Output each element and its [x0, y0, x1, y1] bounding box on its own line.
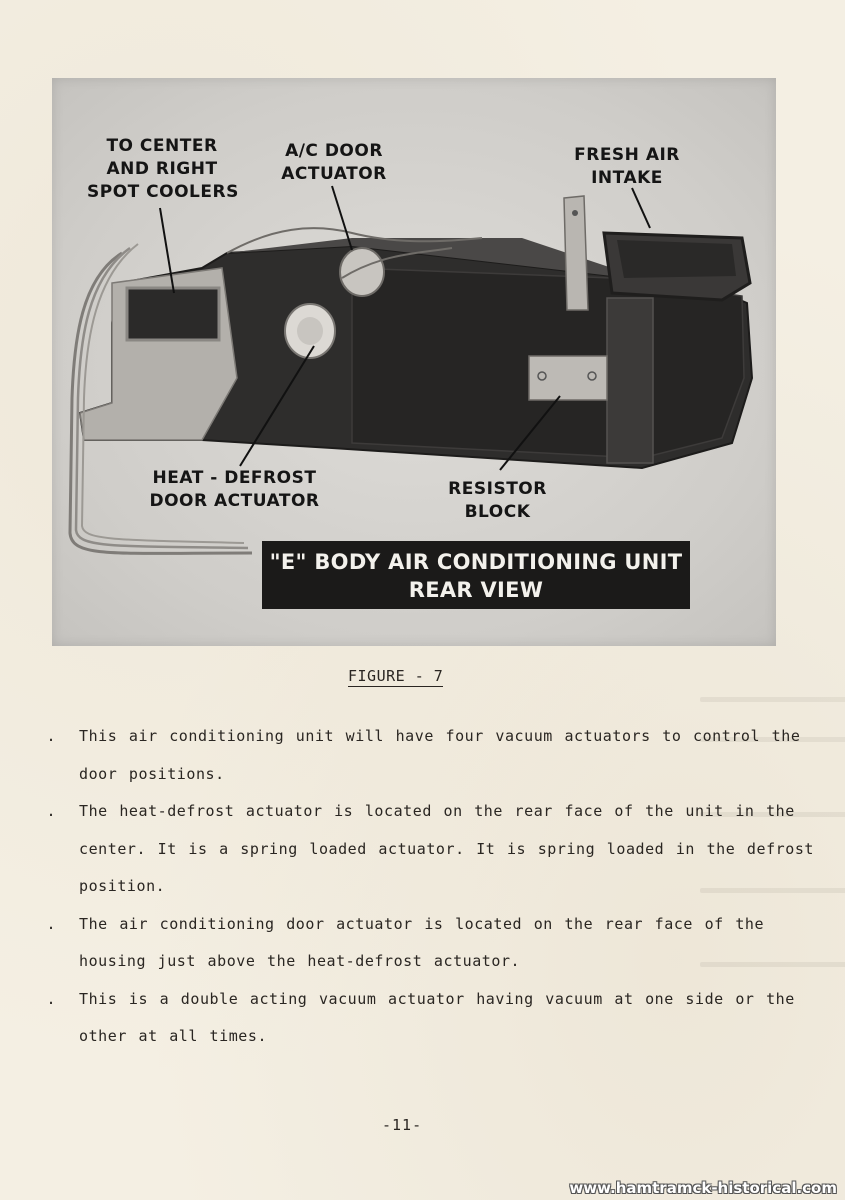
- bullet-list: [44, 718, 814, 1056]
- page-number: -11-: [382, 1116, 423, 1134]
- callout-fresh-air-intake: FRESH AIR INTAKE: [574, 145, 680, 188]
- bullet-marker: .: [46, 802, 56, 820]
- bullet-item: [44, 793, 814, 906]
- figure-caption: FIGURE - 7: [348, 667, 444, 685]
- bullet-text: The air conditioning door actuator is located on the rear face of the housing just above the heat-defrost actuator.: [79, 914, 765, 970]
- bullet-text: This air conditioning unit will have four vacuum actuators to control the door positions.: [79, 727, 801, 783]
- callout-ac-door-actuator: A/C DOOR ACTUATOR: [281, 141, 387, 184]
- figure-plate-title: "E" BODY AIR CONDITIONING UNIT REAR VIEW: [262, 541, 690, 609]
- bullet-marker: .: [46, 727, 56, 745]
- bullet-item: [44, 718, 814, 793]
- bullet-marker: .: [46, 914, 56, 933]
- callout-resistor-block: RESISTOR BLOCK: [448, 479, 547, 522]
- website-watermark: www.hamtramck-historical.com: [569, 1179, 837, 1197]
- bullet-item: [44, 906, 814, 981]
- callout-heat-defrost-actuator: HEAT - DEFROST DOOR ACTUATOR: [149, 468, 320, 511]
- bullet-text: The heat-defrost actuator is located on the rear face of the unit in the center. It is a spring loaded actuator. It is spring loaded in the defrost position.: [79, 802, 814, 895]
- callout-spot-coolers: TO CENTER AND RIGHT SPOT COOLERS: [87, 136, 239, 202]
- bullet-text: This is a double acting vacuum actuator having vacuum at one side or the other at all times.: [79, 989, 795, 1045]
- bullet-item: [44, 981, 814, 1056]
- bullet-marker: .: [46, 989, 56, 1008]
